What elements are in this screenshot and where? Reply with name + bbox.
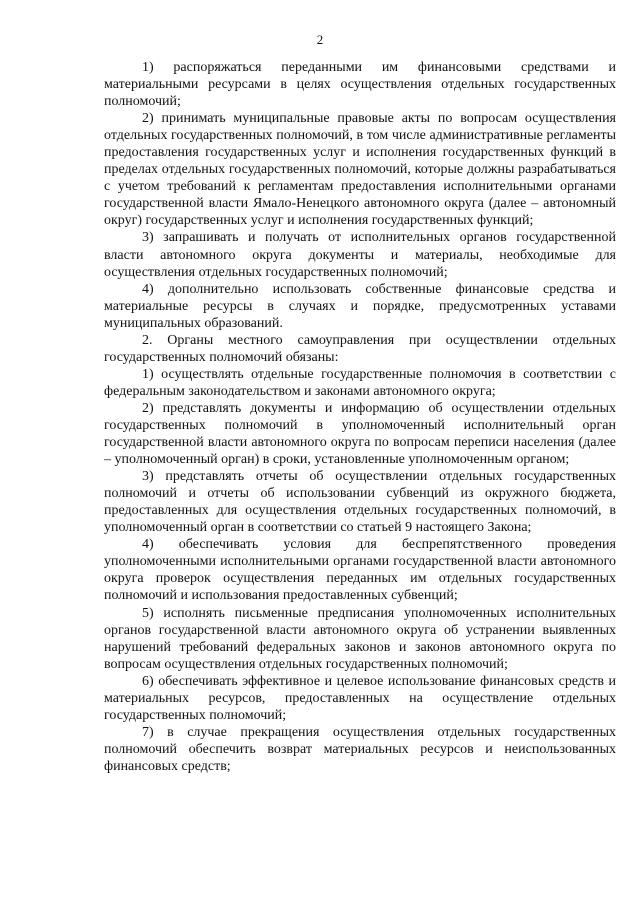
paragraph: 4) дополнительно использовать собственные финансовые средства и материальные ресурсы в случаях и порядке, предусмотренных уставами муниципальных образований. xyxy=(104,281,616,331)
page-number: 2 xyxy=(316,32,324,47)
paragraph: 2) представлять документы и информацию об осуществлении отдельных государственных полномочий в уполномоченный исполнительный орган государственной власти автономного округа по вопросам переписи населения (далее – уполномоченный орган) в сроки, установленные уполномоченным органом; xyxy=(104,400,616,468)
paragraph: 3) представлять отчеты об осуществлении отдельных государственных полномочий и отчеты об использовании субвенций из окружного бюджета, предоставленных для осуществления отдельных государственных полномочий, в уполномоченный орган в соответствии со статьей 9 настоящего Закона; xyxy=(104,469,616,536)
paragraph: 2) принимать муниципальные правовые акты по вопросам осуществления отдельных государственных полномочий, в том числе административные регламенты предоставления государственных услуг и исполнения государственных функций в пределах отдельных государственных полномочий, которые должны разрабатываться с учетом требований к регламентам предоставления исполнительными органами государственной власти Ямало-Ненецкого автономного округа (далее – автономный округ) государственных услуг и исполнения государственных функций; xyxy=(104,111,616,229)
paragraph: 7) в случае прекращения осуществления отдельных государственных полномочий обеспечить возврат материальных ресурсов и неиспользованных финансовых средств; xyxy=(104,724,616,774)
paragraph: 1) осуществлять отдельные государственные полномочия в соответствии с федеральным законодательством и законами автономного округа; xyxy=(104,366,616,399)
paragraph: 2. Органы местного самоуправления при осуществлении отдельных государственных полномочий обязаны: xyxy=(104,332,616,365)
paragraph: 6) обеспечивать эффективное и целевое использование финансовых средств и материальных ресурсов, предоставленных на осуществление отдельных государственных полномочий; xyxy=(104,673,616,723)
paragraph: 1) распоряжаться переданными им финансовыми средствами и материальными ресурсами в целях осуществления отдельных государственных полномочий; xyxy=(104,60,616,110)
paragraph: 4) обеспечивать условия для беспрепятственного проведения уполномоченными исполнительными органами государственной власти автономного округа проверок осуществления переданных им отдельных государственных полномочий и использования предоставленных субвенций; xyxy=(104,537,616,604)
document-body xyxy=(104,59,616,775)
paragraph: 5) исполнять письменные предписания уполномоченных исполнительных органов государственной власти автономного округа об устранении выявленных нарушений требований федеральных законов и законов автономного округа по вопросам осуществления отдельных государственных полномочий; xyxy=(104,605,616,672)
paragraph: 3) запрашивать и получать от исполнительных органов государственной власти автономного округа документы и материалы, необходимые для осуществления отдельных государственных полномочий; xyxy=(104,230,616,280)
